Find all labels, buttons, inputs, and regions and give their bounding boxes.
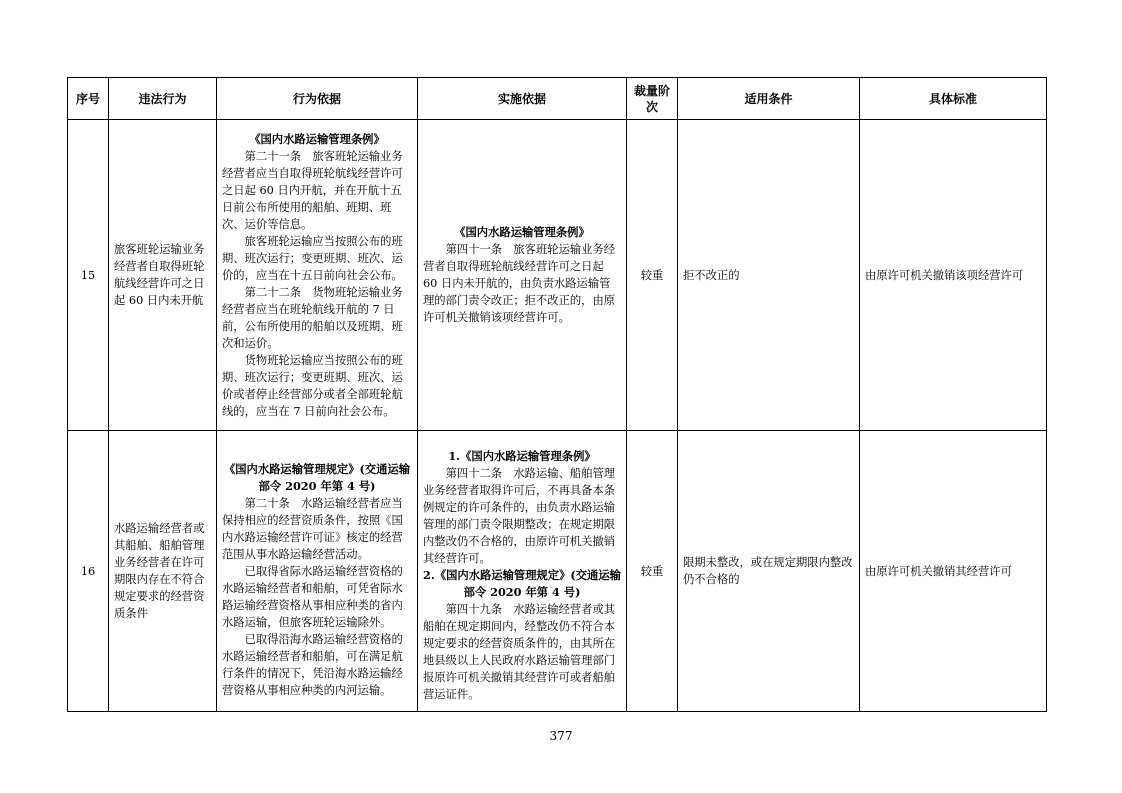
row-15-violation: 旅客班轮运输业务经营者自取得班轮航线经营许可之日起 60 日内未开航 (109, 120, 217, 431)
row-16-implementation-basis (418, 431, 627, 712)
row-15-implementation-basis (418, 120, 627, 431)
row-16-condition: 限期未整改，或在规定期限内整改仍不合格的 (678, 431, 860, 712)
row-15-basis-article-22: 第二十二条 货物班轮运输业务经营者应当在班轮航线开航的 7 日前，公布所使用的船舶以及班期、班次和运价。 (222, 285, 403, 350)
page-number: 377 (549, 729, 573, 743)
row-15-basis-article-21: 第二十一条 旅客班轮运输业务经营者应当自取得班轮航线经营许可之日起 60 日内开航，并在开航十五日前公布所使用的船舶、班期、班次、运价等信息。 (222, 149, 403, 231)
row-16-basis-article-20: 第二十条 水路运输经营者应当保持相应的经营资质条件，按照《国内水路运输经营许可证》核定的经营范围从事水路运输经营活动。 (222, 497, 403, 561)
row-16-discretion-level: 较重 (627, 431, 678, 712)
header-applicable-condition: 适用条件 (678, 78, 860, 120)
row-16-impl-title-2: 2.《国内水路运输管理规定》(交通运输部令 2020 年第 4 号) (423, 568, 621, 599)
row-16-basis-paragraph-3: 已取得沿海水路运输经营资格的水路运输经营者和船舶，可在满足航行条件的情况下，凭沿海水路运输经营资格从事相应种类的内河运输。 (222, 633, 403, 697)
row-16-violation: 水路运输经营者或其船舶、船舶管理业务经营者在许可期限内存在不符合规定要求的经营资质条件 (109, 431, 217, 712)
row-16-legal-basis (217, 431, 418, 712)
table-header-row (68, 78, 1047, 120)
row-15-standard: 由原许可机关撤销该项经营许可 (860, 120, 1047, 431)
table-row-16 (68, 431, 1047, 712)
penalty-discretion-table (67, 77, 1047, 712)
header-serial-number: 序号 (68, 78, 109, 120)
table-row-15 (68, 120, 1047, 431)
row-15-basis-title: 《国内水路运输管理条例》 (249, 131, 385, 146)
row-15-condition: 拒不改正的 (678, 120, 860, 431)
header-legal-basis: 行为依据 (217, 78, 418, 120)
header-specific-standard: 具体标准 (860, 78, 1047, 120)
header-implementation-basis: 实施依据 (418, 78, 627, 120)
row-15-basis-paragraph-4: 货物班轮运输应当按照公布的班期、班次运行；变更班期、班次、运价或者停止经营部分或者全部班轮航线的，应当在 7 日前向社会公布。 (222, 353, 403, 418)
header-violation: 违法行为 (109, 78, 217, 120)
row-16-basis-title: 《国内水路运输管理规定》(交通运输部令 2020 年第 4 号) (223, 462, 411, 493)
header-discretion-level: 裁量阶次 (627, 78, 678, 120)
row-16-basis-paragraph-2: 已取得省际水路运输经营资格的水路运输经营者和船舶，可凭省际水路运输经营资格从事相应种类的省内水路运输，但旅客班轮运输除外。 (222, 565, 403, 629)
row-15-impl-article-41: 第四十一条 旅客班轮运输业务经营者自取得班轮航线经营许可之日起 60 日内未开航的，由负责水路运输管理的部门责令改正；拒不改正的，由原许可机关撤销该项经营许可。 (423, 243, 616, 324)
row-16-impl-article-42: 第四十二条 水路运输、船舶管理业务经营者取得许可后，不再具备本条例规定的许可条件的，由负责水路运输管理的部门责令限期整改；在规定期限内整改仍不合格的，由原许可机关撤销其经营许可。 (423, 467, 616, 565)
row-15-basis-paragraph-2: 旅客班轮运输应当按照公布的班期、班次运行；变更班期、班次、运价的，应当在十五日前向社会公布。 (222, 234, 403, 282)
row-16-impl-title-1: 1.《国内水路运输管理条例》 (448, 449, 596, 463)
row-15-impl-title: 《国内水路运输管理条例》 (454, 225, 590, 239)
row-16-number: 16 (68, 431, 109, 712)
row-15-legal-basis (217, 120, 418, 431)
row-16-standard: 由原许可机关撤销其经营许可 (860, 431, 1047, 712)
row-15-number: 15 (68, 120, 109, 431)
row-15-discretion-level: 较重 (627, 120, 678, 431)
row-16-impl-article-49: 第四十九条 水路运输经营者或其船舶在规定期间内，经整改仍不符合本规定要求的经营资质条件的，由其所在地县级以上人民政府水路运输管理部门报原许可机关撤销其经营许可或者船舶营运证件。 (423, 603, 616, 701)
